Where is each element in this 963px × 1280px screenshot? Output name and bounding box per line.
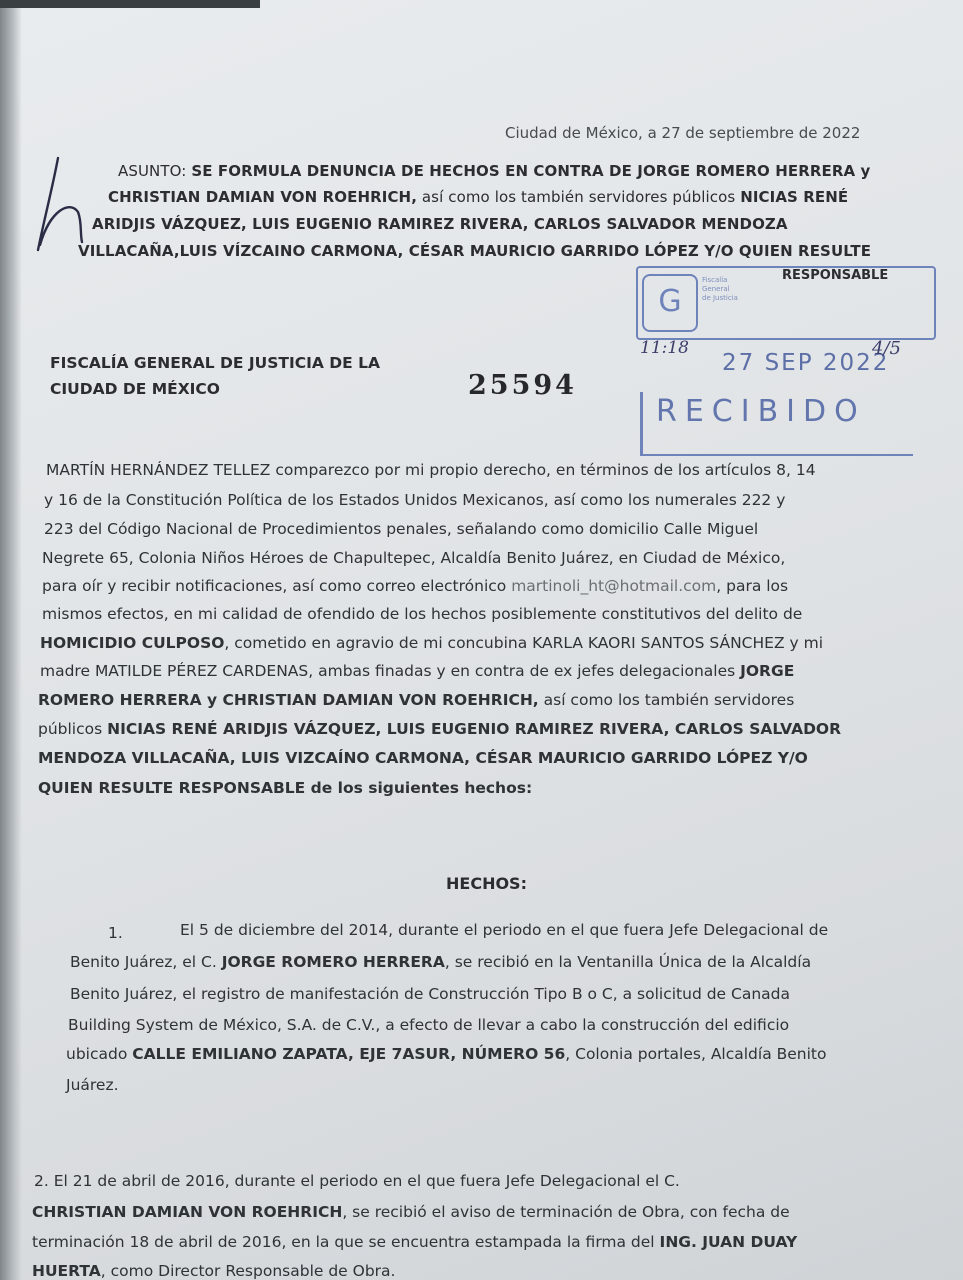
intro-line-7 xyxy=(40,634,823,652)
intro-line-11 xyxy=(38,749,808,767)
intro-line-10 xyxy=(38,720,841,738)
hecho-2-engineer: ING. JUAN DUAY xyxy=(659,1233,798,1251)
hecho-1-address: CALLE EMILIANO ZAPATA, EJE 7ASUR, NÚMERO 56 xyxy=(132,1045,566,1063)
stamp-organization xyxy=(702,276,738,303)
hecho-1-line-3: Benito Juárez, el registro de manifestación de Construcción Tipo B o C, a solicitud de Canada xyxy=(70,985,790,1003)
background-strip xyxy=(0,0,260,8)
hecho-1-line-1: El 5 de diciembre del 2014, durante el periodo en el que fuera Jefe Delegacional de xyxy=(180,921,829,939)
date-line: Ciudad de México, a 27 de septiembre de 2022 xyxy=(505,124,861,142)
hecho-1-text-2c: , se recibió en la Ventanilla Única de la Alcaldía xyxy=(444,953,812,971)
stamp-org-line-3: de Justicia xyxy=(702,294,738,302)
reception-stamp xyxy=(636,262,936,462)
asunto-line-1 xyxy=(118,162,870,180)
hecho-2-text-2b: , se recibió el aviso de terminación de Obra, con fecha de xyxy=(342,1203,790,1221)
intro-line-4: Negrete 65, Colonia Niños Héroes de Chapultepec, Alcaldía Benito Juárez, en Ciudad de México, xyxy=(42,549,786,567)
asunto-line-4 xyxy=(78,242,871,260)
hecho-2-line-4 xyxy=(32,1262,395,1280)
officials-names-1: NICIAS RENÉ ARIDJIS VÁZQUEZ, LUIS EUGENIO RAMIREZ RIVERA, CARLOS SALVADOR xyxy=(107,720,842,738)
crime-name: HOMICIDIO CULPOSO xyxy=(40,634,225,652)
intro-line-5 xyxy=(42,577,788,595)
intro-text-7d: y mi xyxy=(784,634,824,652)
intro-line-8 xyxy=(40,662,794,680)
hecho-1-number: 1. xyxy=(108,924,123,942)
intro-text-1b: comparezco por mi propio derecho, en términos de los artículos 8, 14 xyxy=(270,461,816,479)
stamp-handwritten-initials: 4/5 xyxy=(872,338,901,359)
intro-line-2: y 16 de la Constitución Política de los Estados Unidos Mexicanos, así como los numerales 222 y xyxy=(44,491,786,509)
hecho-1-line-6: Juárez. xyxy=(66,1076,119,1094)
hecho-2-text-4b: , como Director Responsable de Obra. xyxy=(100,1262,396,1280)
hecho-1-line-4: Building System de México, S.A. de C.V., a efecto de llevar a cabo la construcción del edificio xyxy=(68,1016,790,1034)
folio-number: 25594 xyxy=(468,370,577,401)
stamp-handwritten-time: 11:18 xyxy=(640,338,689,358)
victim-name-1: KARLA KAORI SANTOS SÁNCHEZ xyxy=(532,634,785,652)
officials-names-2: MENDOZA VILLACAÑA, LUIS VIZCAÍNO CARMONA, CÉSAR MAURICIO GARRIDO LÓPEZ Y/O xyxy=(38,749,808,767)
asunto-text-1: SE FORMULA DENUNCIA DE HECHOS EN CONTRA DE JORGE ROMERO HERRERA y xyxy=(191,162,871,180)
fiscalia-logo-icon: G xyxy=(642,274,698,332)
asunto-line-2 xyxy=(108,188,848,206)
intro-text-7b: , cometido en agravio de mi concubina xyxy=(224,634,533,652)
hecho-1-text-2a: Benito Juárez, el C. xyxy=(70,953,222,971)
hecho-2-text-3a: terminación 18 de abril de 2016, en la que se encuentra estampada la firma del xyxy=(32,1233,660,1251)
hecho-1-text-5a: ubicado xyxy=(66,1045,133,1063)
hecho-1-accused: JORGE ROMERO HERRERA xyxy=(221,953,445,971)
asunto-label: ASUNTO: xyxy=(118,162,192,180)
asunto-line-3 xyxy=(92,215,788,233)
intro-line-1 xyxy=(46,461,816,479)
intro-line-3: 223 del Código Nacional de Procedimientos penales, señalando como domicilio Calle Miguel xyxy=(44,520,759,538)
hecho-2-line-3 xyxy=(32,1233,797,1251)
hecho-1-text-5c: , Colonia portales, Alcaldía Benito xyxy=(565,1045,827,1063)
hecho-2-line-2 xyxy=(32,1203,790,1221)
intro-line-12 xyxy=(38,779,532,797)
officials-names-3: QUIEN RESULTE RESPONSABLE xyxy=(38,779,306,797)
accused-names: ROMERO HERRERA y CHRISTIAN DAMIAN VON ROEHRICH, xyxy=(38,691,539,709)
asunto-text-4: VILLACAÑA,LUIS VÍZCAINO CARMONA, CÉSAR MAURICIO GARRIDO LÓPEZ Y/O QUIEN RESULTE xyxy=(78,242,872,260)
stamp-org-line-1: Fiscalía xyxy=(702,276,728,284)
hecho-1-line-5 xyxy=(66,1045,826,1063)
hecho-2-accused: CHRISTIAN DAMIAN VON ROEHRICH xyxy=(32,1203,343,1221)
complainant-name: MARTÍN HERNÁNDEZ TELLEZ xyxy=(46,461,271,479)
intro-text-9b: así como los también servidores xyxy=(538,691,795,709)
asunto-line-5: RESPONSABLE xyxy=(782,268,889,283)
intro-line-6: mismos efectos, en mi calidad de ofendido de los hechos posiblemente constitutivos del delito de xyxy=(42,605,803,623)
hechos-heading: HECHOS: xyxy=(446,874,527,893)
asunto-text-2b: así como los también servidores públicos xyxy=(417,188,741,206)
asunto-text-2c: NICIAS RENÉ xyxy=(740,188,849,206)
intro-line-9 xyxy=(38,691,794,709)
accused-name-start: JORGE xyxy=(740,662,795,680)
intro-text-5a: para oír y recibir notificaciones, así como correo electrónico xyxy=(42,577,512,595)
email-link[interactable]: martinoli_ht@hotmail.com xyxy=(511,577,717,595)
intro-text-5c: , para los xyxy=(716,577,789,595)
addressee-block xyxy=(50,350,380,402)
stamp-received-label: RECIBIDO xyxy=(656,394,866,429)
hecho-2-line-1: 2. El 21 de abril de 2016, durante el periodo en el que fuera Jefe Delegacional el C. xyxy=(34,1172,680,1190)
stamp-org-line-2: General xyxy=(702,285,730,293)
hecho-1-line-2 xyxy=(70,953,811,971)
page-shadow-edge xyxy=(0,0,22,1280)
victim-name-2: MATILDE PÉREZ CARDENAS xyxy=(94,662,309,680)
addressee-line-2: CIUDAD DE MÉXICO xyxy=(50,380,220,398)
intro-text-12b: de los siguientes hechos: xyxy=(305,779,533,797)
hecho-2-engineer-surname: HUERTA xyxy=(32,1262,101,1280)
intro-text-8c: , ambas finadas y en contra de ex jefes delegacionales xyxy=(308,662,741,680)
addressee-line-1: FISCALÍA GENERAL DE JUSTICIA DE LA xyxy=(50,354,380,372)
intro-text-10a: públicos xyxy=(38,720,108,738)
asunto-text-2a: CHRISTIAN DAMIAN VON ROEHRICH, xyxy=(108,188,418,206)
stamp-date: 27 SEP 2022 xyxy=(722,350,890,376)
intro-text-8a: madre xyxy=(40,662,95,680)
asunto-text-3: ARIDJIS VÁZQUEZ, LUIS EUGENIO RAMIREZ RIVERA, CARLOS SALVADOR MENDOZA xyxy=(92,215,788,233)
